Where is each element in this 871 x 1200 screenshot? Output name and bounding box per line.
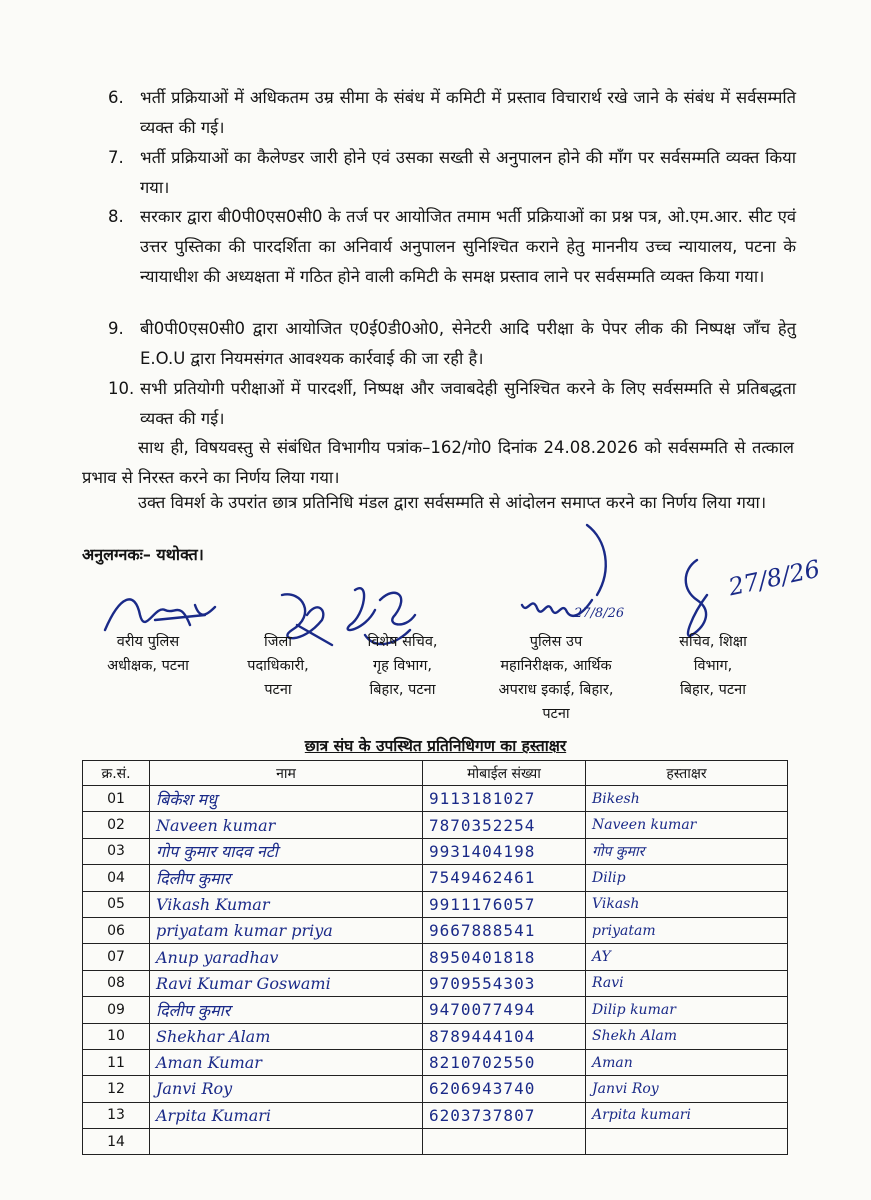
signatory-home-secretary: विशेष सचिव, गृह विभाग, बिहार, पटना (367, 634, 438, 698)
signature-cell: Ravi (586, 970, 788, 996)
point-number: 8. (108, 207, 124, 226)
name-cell: Aman Kumar (150, 1049, 423, 1075)
signatory-education-secretary: सचिव, शिक्षा विभाग, बिहार, पटना (679, 634, 747, 698)
name-cell: priyatam kumar priya (150, 917, 423, 943)
mobile-cell: 7549462461 (423, 865, 586, 891)
point-6 (108, 83, 796, 143)
table-row (83, 1129, 788, 1155)
table-row (83, 1049, 788, 1075)
table-row (83, 812, 788, 838)
mobile-cell: 7870352254 (423, 812, 586, 838)
table-row (83, 944, 788, 970)
name-cell: Shekhar Alam (150, 1023, 423, 1049)
table-row (83, 970, 788, 996)
table-row (83, 1023, 788, 1049)
name-cell: दिलीप कुमार (150, 997, 423, 1023)
signature-cell: Janvi Roy (586, 1076, 788, 1102)
table-row (83, 1076, 788, 1102)
mobile-cell: 9470077494 (423, 997, 586, 1023)
signatory-dig-eou: पुलिस उप महानिरीक्षक, आर्थिक अपराध इकाई, बिहार, पटना (498, 634, 614, 722)
signature-cell: Dilip kumar (586, 997, 788, 1023)
table-row (83, 1102, 788, 1128)
mobile-cell: 8789444104 (423, 1023, 586, 1049)
serial-cell: 12 (83, 1076, 150, 1102)
serial-cell: 10 (83, 1023, 150, 1049)
dig-sign-date: 27/8/26 (574, 606, 625, 621)
secretary-sign-date: 27/8/26 (726, 554, 823, 602)
signature-cell: Arpita kumari (586, 1102, 788, 1128)
mobile-cell: 8950401818 (423, 944, 586, 970)
serial-cell: 07 (83, 944, 150, 970)
paragraph-circular-cancel: साथ ही, विषयवस्तु से संबंधित विभागीय पत्रांक–162/गो0 दिनांक 24.08.2026 को सर्वसम्मति से तत्काल प्रभाव से निरस्त करने का निर्णय लिया गया। (82, 438, 794, 487)
point-number: 9. (108, 319, 124, 338)
name-cell: दिलीप कुमार (150, 865, 423, 891)
serial-cell: 02 (83, 812, 150, 838)
representatives-table-title: छात्र संघ के उपस्थित प्रतिनिधिगण का हस्ताक्षर (304, 737, 567, 755)
point-text: भर्ती प्रक्रियाओं में अधिकतम उम्र सीमा के संबंध में कमिटी में प्रस्ताव विचारार्थ रखे जाने के संबंध में सर्वसम्मति व्यक्त की गई। (140, 88, 796, 137)
header-signature: हस्ताक्षर (586, 761, 788, 786)
representatives-table (82, 760, 788, 1155)
name-cell: Vikash Kumar (150, 891, 423, 917)
paragraph-movement-end: उक्त विमर्श के उपरांत छात्र प्रतिनिधि मंडल द्वारा सर्वसम्मति से आंदोलन समाप्त करने का निर्णय लिया गया। (138, 493, 767, 512)
mobile-cell: 9113181027 (423, 786, 586, 812)
signature-cell: AY (586, 944, 788, 970)
name-cell: Arpita Kumari (150, 1102, 423, 1128)
mobile-cell: 9931404198 (423, 838, 586, 864)
name-cell: बिकेश मधु (150, 786, 423, 812)
signature-cell: priyatam (586, 917, 788, 943)
serial-cell: 08 (83, 970, 150, 996)
table-row (83, 865, 788, 891)
signature-cell: Vikash (586, 891, 788, 917)
point-text: सभी प्रतियोगी परीक्षाओं में पारदर्शी, निष्पक्ष और जवाबदेही सुनिश्चित करने के लिए सर्वसम्मति से प्रतिबद्धता व्यक्त की गई। (140, 379, 796, 428)
point-9 (108, 314, 796, 374)
serial-cell: 13 (83, 1102, 150, 1128)
mobile-cell (423, 1129, 586, 1155)
signatory-sp-patna: वरीय पुलिस अधीक्षक, पटना (107, 634, 189, 674)
mobile-cell: 6203737807 (423, 1102, 586, 1128)
signature-cell: गोप कुमार (586, 838, 788, 864)
table-row (83, 786, 788, 812)
point-number: 6. (108, 88, 124, 107)
signature-cell: Aman (586, 1049, 788, 1075)
name-cell: Ravi Kumar Goswami (150, 970, 423, 996)
table-row (83, 891, 788, 917)
signatory-dm-patna: जिला पदाधिकारी, पटना (247, 634, 309, 698)
name-cell: गोप कुमार यादव नटी (150, 838, 423, 864)
mobile-cell: 9709554303 (423, 970, 586, 996)
header-mobile: मोबाईल संख्या (423, 761, 586, 786)
serial-cell: 11 (83, 1049, 150, 1075)
name-cell (150, 1129, 423, 1155)
table-row (83, 917, 788, 943)
signature-cell (586, 1129, 788, 1155)
serial-cell: 09 (83, 997, 150, 1023)
point-text: सरकार द्वारा बी0पी0एस0सी0 के तर्ज पर आयोजित तमाम भर्ती प्रक्रियाओं का प्रश्न पत्र, ओ.एम.आर. सीट एवं उत्तर पुस्तिका की पारदर्शिता का अनिवार्य अनुपालन सुनिश्चित कराने हेतु माननीय उच्च न्यायालय, पटना के न्यायाधीश की अध्यक्षता में गठित होने वाली कमिटी के समक्ष प्रस्ताव लाने पर सर्वसम्मति व्यक्त किया गया। (140, 207, 796, 286)
serial-cell: 04 (83, 865, 150, 891)
serial-cell: 06 (83, 917, 150, 943)
signature-cell: Bikesh (586, 786, 788, 812)
table-header-row (83, 761, 788, 786)
point-10 (108, 374, 796, 434)
point-8 (108, 202, 796, 292)
mobile-cell: 6206943740 (423, 1076, 586, 1102)
signature-cell: Naveen kumar (586, 812, 788, 838)
serial-cell: 03 (83, 838, 150, 864)
table-row (83, 997, 788, 1023)
name-cell: Janvi Roy (150, 1076, 423, 1102)
point-number: 7. (108, 148, 124, 167)
name-cell: Anup yaradhav (150, 944, 423, 970)
serial-cell: 14 (83, 1129, 150, 1155)
point-number: 10. (108, 379, 135, 398)
annexure-note: अनुलग्नकः– यथोक्त। (82, 545, 204, 564)
point-text: बी0पी0एस0सी0 द्वारा आयोजित ए0ई0डी0ओ0, सेनेटरी आदि परीक्षा के पेपर लीक की निष्पक्ष जाँच हेतु E.O.U द्वारा नियमसंगत आवश्यक कार्रवाई की जा रही है। (140, 319, 796, 368)
signature-cell: Shekh Alam (586, 1023, 788, 1049)
point-text: भर्ती प्रक्रियाओं का कैलेण्डर जारी होने एवं उसका सख्ती से अनुपालन होने की माँग पर सर्वसम्मति व्यक्त किया गया। (140, 148, 796, 197)
serial-cell: 01 (83, 786, 150, 812)
serial-cell: 05 (83, 891, 150, 917)
table-row (83, 838, 788, 864)
header-serial: क्र.सं. (83, 761, 150, 786)
point-7 (108, 143, 796, 203)
mobile-cell: 9667888541 (423, 917, 586, 943)
signature-cell: Dilip (586, 865, 788, 891)
header-name: नाम (150, 761, 423, 786)
mobile-cell: 8210702550 (423, 1049, 586, 1075)
name-cell: Naveen kumar (150, 812, 423, 838)
mobile-cell: 9911176057 (423, 891, 586, 917)
